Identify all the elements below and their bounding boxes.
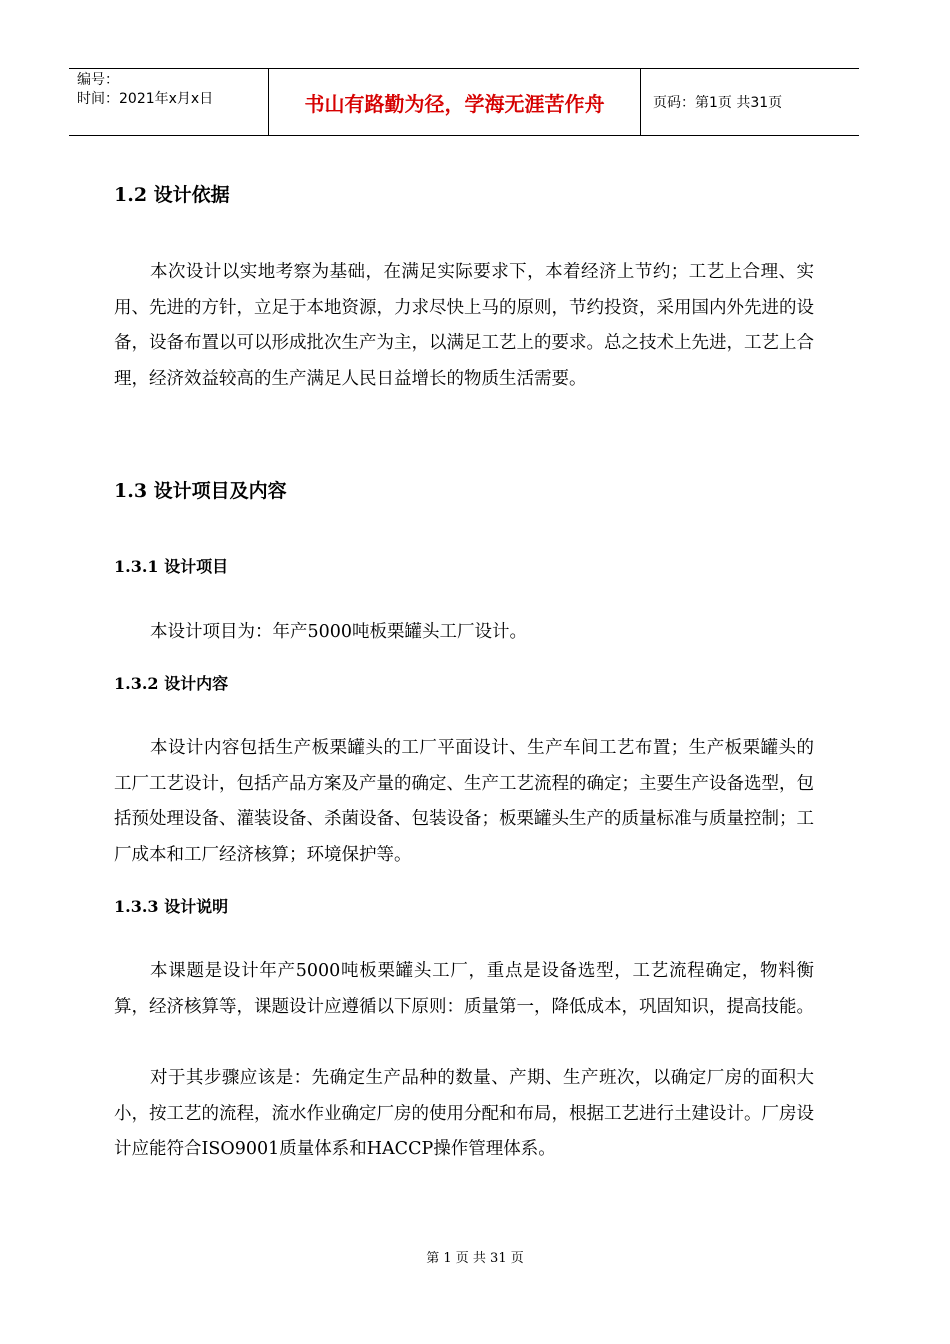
section-para-1-2: 本次设计以实地考察为基础，在满足实际要求下，本着经济上节约；工艺上合理、实用、先进的方针，立足于本地资源，力求尽快上马的原则，节约投资，采用国内外先进的设备，设备布置以可以形成批次生产为主，以满足工艺上的要求。总之技术上先进，工艺上合理，经济效益较高的生产满足人民日益增长的物质生活需要。 [114,262,814,389]
header-page-info: 页码：第1页 共31页 [653,95,783,111]
section-para-1-3-3-a: 本课题是设计年产5000吨板栗罐头工厂，重点是设备选型，工艺流程确定，物料衡算，经济核算等，课题设计应遵循以下原则：质量第一，降低成本，巩固知识，提高技能。 [114,961,814,1017]
page-header [69,68,859,136]
section-title-1-2: 1.2 设计依据 [114,184,230,206]
doc-time-label: 时间：2021年x月x日 [77,91,214,107]
section-para-1-3-1: 本设计项目为：年产5000吨板栗罐头工厂设计。 [150,622,528,642]
header-meta [69,69,269,135]
section-title-1-3-2: 1.3.2 设计内容 [114,674,229,693]
section-para-1-3-2: 本设计内容包括生产板栗罐头的工厂平面设计、生产车间工艺布置；生产板栗罐头的工厂工艺设计，包括产品方案及产量的确定、生产工艺流程的确定；主要生产设备选型，包括预处理设备、灌装设备、杀菌设备、包装设备；板栗罐头生产的质量标准与质量控制；工厂成本和工厂经济核算；环境保护等。 [114,738,814,865]
section-title-1-3-3: 1.3.3 设计说明 [114,897,229,916]
section-title-1-3: 1.3 设计项目及内容 [114,480,287,502]
header-motto: 书山有路勤为径，学海无涯苦作舟 [269,69,641,135]
page-footer: 第 1 页 共 31 页 [426,1251,524,1266]
section-para-1-3-3-b: 对于其步骤应该是：先确定生产品种的数量、产期、生产班次，以确定厂房的面积大小，按工艺的流程，流水作业确定厂房的使用分配和布局，根据工艺进行土建设计。厂房设计应能符合ISO9001质量体系和HACCP操作管理体系。 [114,1068,814,1159]
section-title-1-3-1: 1.3.1 设计项目 [114,557,229,576]
doc-number-label: 编号： [77,72,119,88]
